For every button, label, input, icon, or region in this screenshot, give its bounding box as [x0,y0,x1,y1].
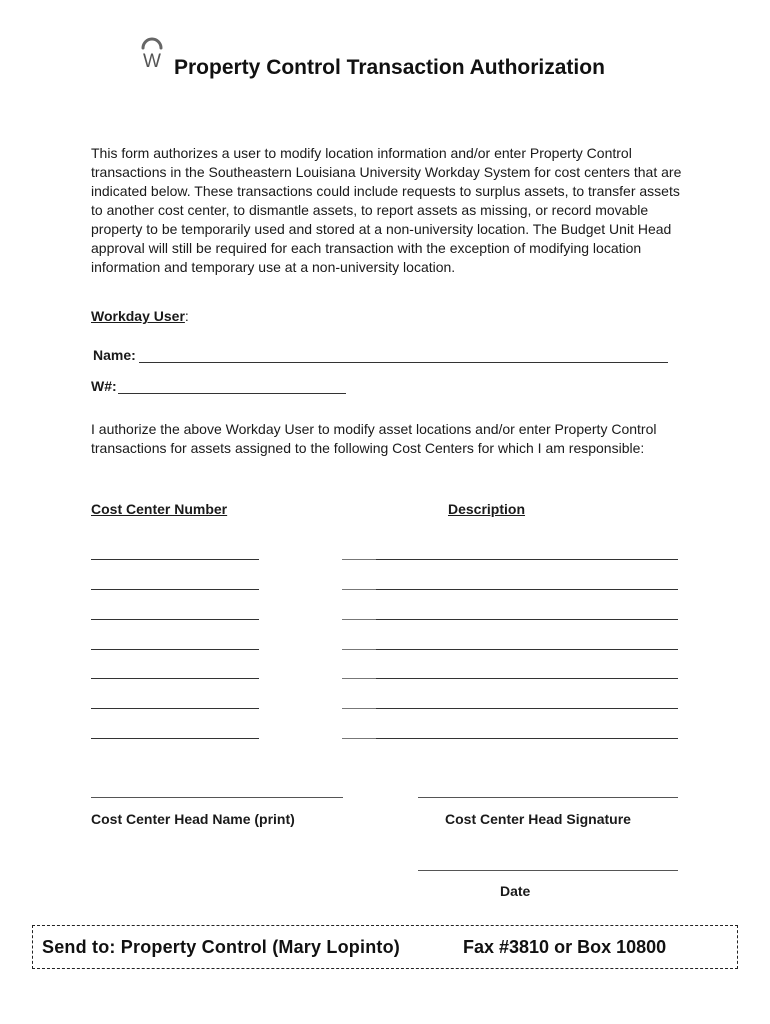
head-signature-label: Cost Center Head Signature [445,811,631,827]
cost-center-number-field[interactable] [91,708,259,709]
cost-center-number-field[interactable] [91,559,259,560]
description-field[interactable] [376,649,678,650]
description-field-prefix [342,649,376,650]
page-title: Property Control Transaction Authorization [174,56,605,79]
workday-user-heading [91,308,189,324]
w-number-field[interactable] [118,393,346,394]
workday-user-label: Workday User [91,308,185,324]
description-field-prefix [342,738,376,739]
svg-text:W: W [143,51,161,72]
description-field-prefix [342,619,376,620]
head-name-label: Cost Center Head Name (print) [91,811,295,827]
cost-center-number-header: Cost Center Number [91,501,228,517]
fax-text: Fax #3810 or Box 10800 [463,937,667,957]
cost-center-number-field[interactable] [91,589,259,590]
name-field[interactable] [139,362,668,363]
description-field[interactable] [376,589,678,590]
description-field[interactable] [376,708,678,709]
cost-center-number-field[interactable] [91,619,259,620]
description-field[interactable] [376,619,678,620]
description-field-prefix [342,678,376,679]
head-name-field[interactable] [91,797,343,798]
head-signature-field[interactable] [418,797,678,798]
workday-logo-icon [134,36,170,72]
intro-paragraph: This form authorizes a user to modify location information and/or enter Property Control transactions in the Southeastern Louisiana University Workday System for cost centers that are indicated below. These transactions could include requests to surplus assets, to transfer assets to another cost center, to dismantle assets, to report assets as missing, or record movable property to be temporarily used and stored at a non-university location. The Budget Unit Head approval will still be required for each transaction with the exception of modifying location information and temporary use at a non-university location. [91,145,682,275]
w-number-label: W#: [91,378,117,394]
description-field-prefix [342,559,376,560]
description-header: Description [448,501,526,517]
workday-user-colon: : [184,308,189,324]
name-label: Name: [93,347,136,363]
description-field[interactable] [376,559,678,560]
description-field[interactable] [376,678,678,679]
description-field-prefix [342,708,376,709]
cost-center-number-field[interactable] [91,738,259,739]
cost-center-number-field[interactable] [91,649,259,650]
send-to-text: Send to: Property Control (Mary Lopinto) [42,937,400,957]
date-field[interactable] [418,870,678,871]
description-field[interactable] [376,738,678,739]
authorize-paragraph: I authorize the above Workday User to modify asset locations and/or enter Property Control transactions for assets assigned to the following Cost Centers for which I am responsible: [91,421,657,456]
date-label: Date [500,883,531,899]
cost-center-number-field[interactable] [91,678,259,679]
description-field-prefix [342,589,376,590]
